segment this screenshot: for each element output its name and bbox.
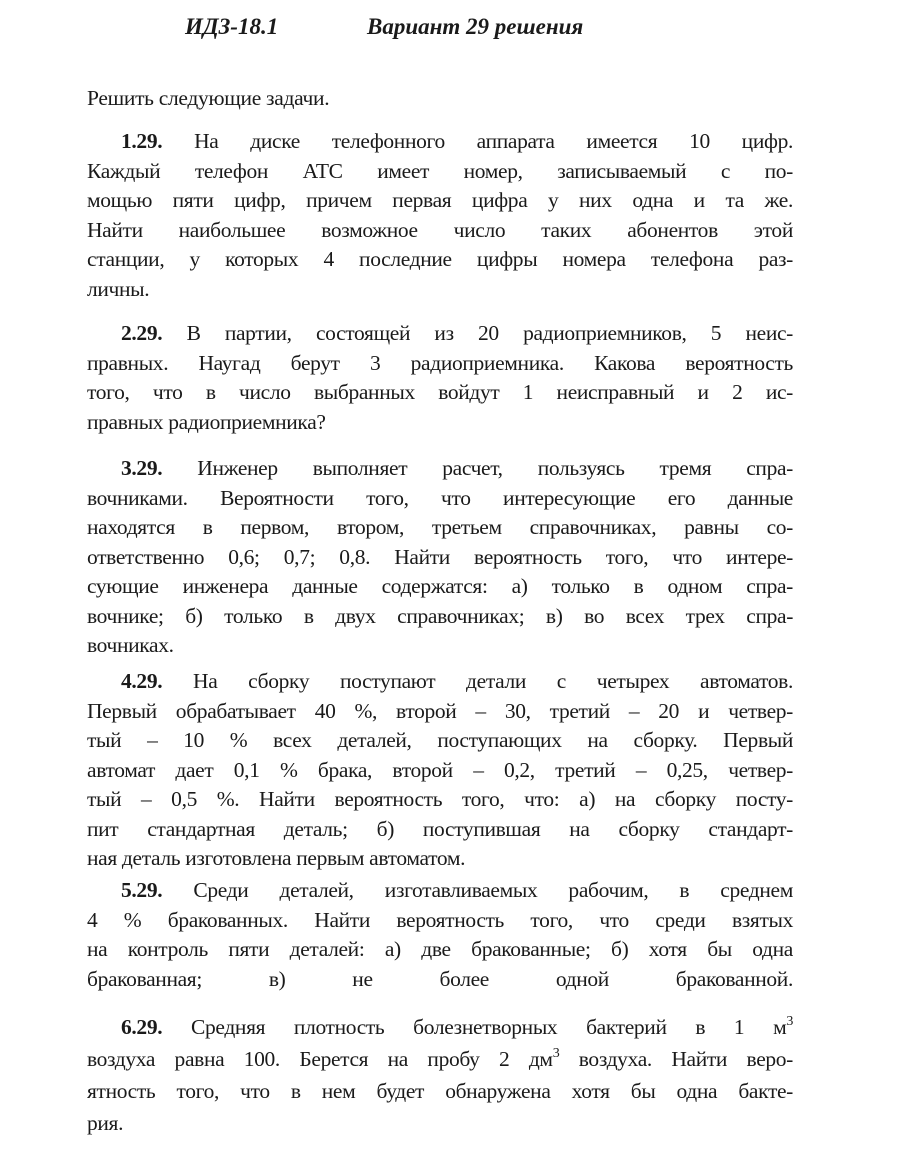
task-5 <box>87 876 793 994</box>
task-line: ятность того, что в нем будет обнаружена хотя бы одна бакте- <box>87 1079 793 1103</box>
task-line <box>87 454 793 484</box>
task-text: воздуха. Найти веро- <box>559 1047 793 1071</box>
superscript: 3 <box>552 1046 560 1061</box>
task-line <box>87 1013 793 1045</box>
task-text: воздуха равна 100. Берется на пробу 2 дм <box>87 1047 553 1071</box>
task-line: личны. <box>87 276 150 301</box>
variant-title: Вариант 29 решения <box>367 14 584 39</box>
task-line: на контроль пяти деталей: а) две бракованные; б) хотя бы одна <box>87 937 793 961</box>
task-text: В партии, состоящей из 20 радиоприемников, 5 неис- <box>186 321 793 345</box>
task-line: пит стандартная деталь; б) поступившая на сборку стандарт- <box>87 816 793 841</box>
task-number: 5.29. <box>121 878 163 902</box>
task-line: тый – 0,5 %. Найти вероятность того, что: а) на сборку посту- <box>87 787 793 811</box>
superscript: 3 <box>786 1014 793 1029</box>
task-line: автомат дает 0,1 % брака, второй – 0,2, третий – 0,25, четвер- <box>87 757 793 782</box>
task-line: 4 % бракованных. Найти вероятность того, что среди взятых <box>87 907 793 932</box>
task-line: мощью пяти цифр, причем первая цифра у них одна и та же. <box>87 188 793 212</box>
task-1 <box>87 127 793 304</box>
task-text: На диске телефонного аппарата имеется 10 цифр. <box>194 129 793 153</box>
task-number: 2.29. <box>121 321 163 345</box>
task-line: Найти наибольшее возможное число таких абонентов этой <box>87 217 793 242</box>
task-line <box>87 319 793 349</box>
task-text: Средняя плотность болезнетворных бактерий в 1 м <box>191 1015 787 1039</box>
assignment-code: ИДЗ-18.1 <box>185 14 279 39</box>
task-line: того, что в число выбранных войдут 1 неисправный и 2 ис- <box>87 380 793 404</box>
task-line: вочниках. <box>87 633 174 657</box>
task-2 <box>87 319 793 437</box>
task-line: правных радиоприемника? <box>87 409 326 434</box>
task-line <box>87 1045 793 1077</box>
task-text: Среди деталей, изготавливаемых рабочим, в среднем <box>193 878 794 902</box>
task-line: станции, у которых 4 последние цифры номера телефона раз- <box>87 247 793 271</box>
task-text: На сборку поступают детали с четырех автоматов. <box>193 669 793 693</box>
task-line <box>87 667 793 697</box>
page-header <box>0 14 910 44</box>
task-number: 4.29. <box>121 669 163 693</box>
task-text: Инженер выполняет расчет, пользуясь тремя спра- <box>197 456 793 480</box>
task-line: бракованная; в) не более одной бракованной. <box>87 966 793 991</box>
task-number: 1.29. <box>121 129 163 153</box>
task-line: правных. Наугад берут 3 радиоприемника. Какова вероятность <box>87 350 793 375</box>
task-line: ответственно 0,6; 0,7; 0,8. Найти вероятность того, что интере- <box>87 544 793 569</box>
intro-text: Решить следующие задачи. <box>87 86 330 110</box>
task-line: находятся в первом, втором, третьем справочниках, равны со- <box>87 515 793 539</box>
task-line: Каждый телефон АТС имеет номер, записываемый с по- <box>87 158 793 183</box>
task-4 <box>87 667 793 874</box>
task-line: Первый обрабатывает 40 %, второй – 30, третий – 20 и четвер- <box>87 698 793 723</box>
task-line <box>87 876 793 906</box>
task-line: рия. <box>87 1111 124 1135</box>
task-line <box>87 127 793 157</box>
task-3 <box>87 454 793 661</box>
task-line: сующие инженера данные содержатся: а) только в одном спра- <box>87 574 793 598</box>
task-line: вочнике; б) только в двух справочниках; в) во всех трех спра- <box>87 603 793 628</box>
task-number: 3.29. <box>121 456 163 480</box>
task-number: 6.29. <box>121 1015 163 1039</box>
task-line: вочниками. Вероятности того, что интересующие его данные <box>87 485 793 510</box>
task-6 <box>87 1013 793 1141</box>
task-line: тый – 10 % всех деталей, поступающих на сборку. Первый <box>87 728 793 752</box>
task-line: ная деталь изготовлена первым автоматом. <box>87 846 466 870</box>
